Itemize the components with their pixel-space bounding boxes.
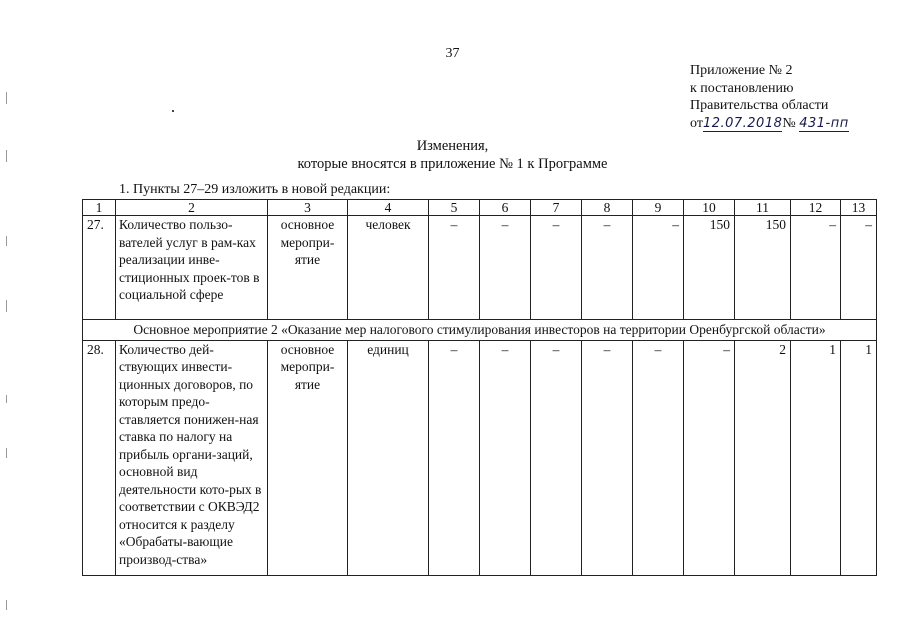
value-cell: –	[791, 216, 841, 320]
value-cell: –	[633, 340, 684, 575]
value-cell: 150	[684, 216, 735, 320]
instruction-text: 1. Пункты 27–29 изложить в новой редакции:	[119, 182, 391, 197]
value-cell: 1	[841, 340, 877, 575]
indicator-name: Количество дей-ствующих инвести-ционных договоров, по которым предо-ставляется понижен-ная ставка по налогу на прибыль органи-заций, основной вид деятельности кото-рых в соответствии с ОКВЭД2 относится к разделу «Обрабаты-вающие производ-ства»	[116, 340, 268, 575]
title-line-2: которые вносятся в приложение № 1 к Программе	[297, 156, 608, 172]
value-cell: –	[582, 216, 633, 320]
section-row	[83, 320, 877, 341]
appendix-line-3: Правительства области	[690, 98, 829, 113]
appendix-line-2: к постановлению	[690, 80, 794, 96]
column-header: 10	[684, 200, 735, 216]
column-header: 4	[348, 200, 429, 216]
table-row-27	[83, 216, 877, 320]
scan-dot	[172, 110, 174, 112]
row-number: 28.	[83, 340, 116, 575]
column-header: 7	[531, 200, 582, 216]
value-cell: –	[633, 216, 684, 320]
column-header: 6	[480, 200, 531, 216]
margin-mark	[6, 92, 7, 104]
value-cell: –	[480, 340, 531, 575]
column-header: 11	[735, 200, 791, 216]
table-row-28	[83, 340, 877, 575]
page-number: 37	[445, 46, 460, 61]
unit: единиц	[348, 340, 429, 575]
section-title: Основное мероприятие 2 «Оказание мер налогового стимулирования инвесторов на территории Оренбургской области»	[83, 320, 877, 341]
column-header: 5	[429, 200, 480, 216]
value-cell: –	[480, 216, 531, 320]
table-header-row	[83, 200, 877, 216]
unit: человек	[348, 216, 429, 320]
value-cell: –	[531, 340, 582, 575]
margin-mark	[6, 600, 7, 610]
appendix-line-1: Приложение № 2	[690, 63, 793, 78]
number-prefix: №	[782, 115, 796, 131]
value-cell: –	[582, 340, 633, 575]
handwritten-number: 431-пп	[799, 115, 849, 131]
value-cell: 150	[735, 216, 791, 320]
measure-type: основное меропри-ятие	[268, 340, 348, 575]
column-header: 3	[268, 200, 348, 216]
title-line-1: Изменения,	[416, 138, 489, 154]
value-cell: 1	[791, 340, 841, 575]
row-number: 27.	[83, 216, 116, 320]
value-cell: 2	[735, 340, 791, 575]
margin-mark	[6, 300, 7, 312]
margin-mark	[6, 395, 7, 403]
appendix-header	[690, 62, 900, 132]
value-cell: –	[429, 340, 480, 575]
value-cell: –	[684, 340, 735, 575]
column-header: 1	[83, 200, 116, 216]
measure-type: основное меропри-ятие	[268, 216, 348, 320]
indicators-table	[82, 199, 877, 576]
value-cell: –	[531, 216, 582, 320]
document-title	[0, 137, 905, 173]
column-header: 2	[116, 200, 268, 216]
indicator-name: Количество пользо-вателей услуг в рам-ках реализации инве-стиционных проек-тов в социальной сфере	[116, 216, 268, 320]
margin-mark	[6, 448, 7, 458]
appendix-date-line	[690, 115, 900, 133]
column-header: 12	[791, 200, 841, 216]
value-cell: –	[841, 216, 877, 320]
handwritten-date: 12.07.2018	[702, 115, 783, 131]
date-prefix: от	[690, 115, 703, 131]
value-cell: –	[429, 216, 480, 320]
margin-mark	[6, 236, 7, 246]
column-header: 8	[582, 200, 633, 216]
column-header: 9	[633, 200, 684, 216]
column-header: 13	[841, 200, 877, 216]
